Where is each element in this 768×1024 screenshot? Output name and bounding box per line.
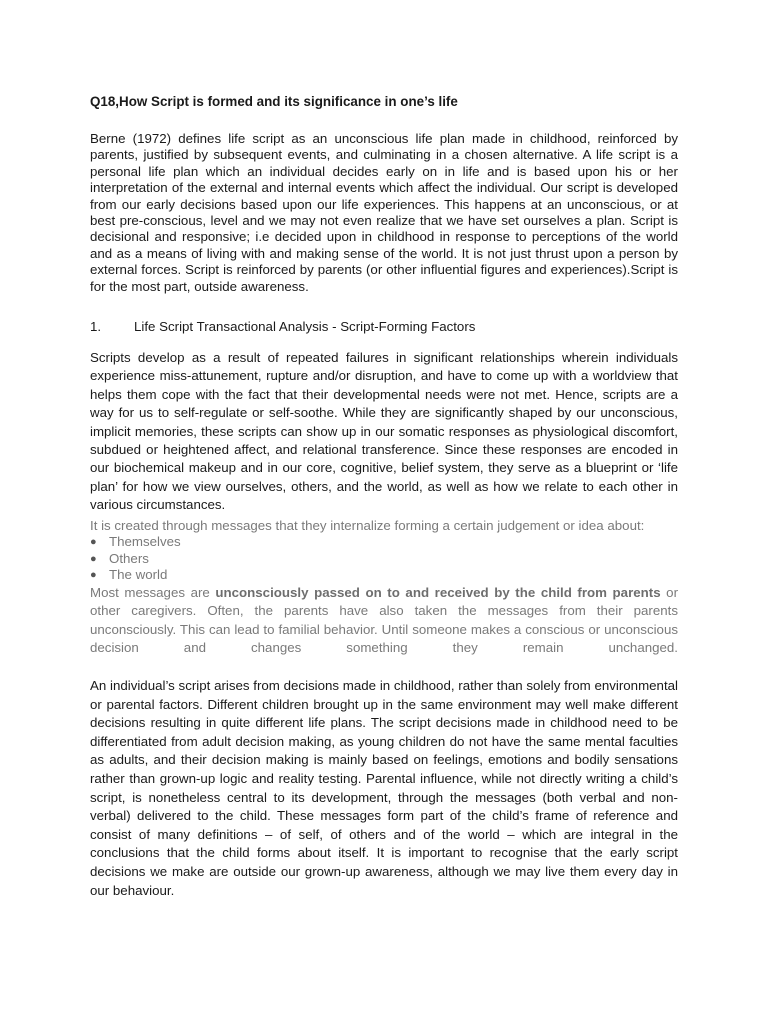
- section-title: Life Script Transactional Analysis - Script-Forming Factors: [134, 319, 476, 334]
- section-number: 1.: [90, 319, 102, 334]
- messages-list: [90, 534, 678, 584]
- list-item: ● Themselves: [90, 534, 181, 549]
- messages-intro: It is created through messages that they internalize forming a certain judgement or idea about:: [90, 518, 645, 533]
- document-heading: Q18,How Script is formed and its significance in one’s life: [90, 94, 458, 109]
- emphasized-text: unconsciously passed on to and received by the child from parents: [215, 584, 661, 600]
- bullet-icon: ●: [90, 536, 97, 548]
- paragraph-individual-script: An individual’s script arises from decisions made in childhood, rather than solely from environmental or parental factors. Different children brought up in the same environment may well make different decisions resulting in quite different life plans. The script decisions made in childhood need to be differentiated from adult decision making, as young children do not have the same mental faculties as adults, and their decision making is mainly based on feelings, emotions and bodily sensations rather than grown-up logic and reality testing. Parental influence, while not directly writing a child’s script, is nonetheless central to its development, through the messages (both verbal and non-verbal) delivered to the child. These messages form part of the child’s frame of reference and consist of many definitions – of self, of others and of the world – which are integral in the conclusions that the child forms about itself. It is important to recognise that the early script decisions we make are outside our grown-up awareness, although we may live them every day in our behaviour.: [90, 678, 678, 898]
- paragraph-script-development: Scripts develop as a result of repeated failures in significant relationships wherein individuals experience miss-attunement, rupture and/or disruption, and have to come up with a worldview that helps them cope with the fact that their developmental needs were not met. Hence, scripts are a way for us to self-regulate or self-soothe. While they are significantly shaped by our unconscious, implicit memories, these scripts can show up in our somatic responses as physiological discomfort, subdued or heightened affect, and relational transference. Since these responses are encoded in our biochemical makeup and in our core, cognitive, belief system, they serve as a blueprint or ‘life plan’ for how we view ourselves, others, and the world, as well as how we relate to each other in various circumstances.: [90, 350, 678, 513]
- bullet-icon: ●: [90, 552, 97, 565]
- messages-block: [90, 517, 678, 658]
- list-item: ● The world: [90, 567, 168, 582]
- list-item: ● Others: [90, 550, 149, 566]
- bullet-icon: ●: [90, 569, 97, 581]
- paragraph-messages: Most messages are unconsciously passed on to and received by the child from parents or other caregivers. Often, the parents have also taken the messages from their parents unconsciously. This can lead to familial behavior. Until someone makes a conscious or unconscious decision and changes something they remain unchanged.: [90, 584, 678, 655]
- paragraph-berne-definition: Berne (1972) defines life script as an unconscious life plan made in childhood, reinforced by parents, justified by subsequent events, and culminating in a chosen alternative. A life script is a personal life plan which an individual decides early on in life and is based upon his or her interpretation of the external and internal events which affect the individual. Our script is developed from our early decisions based upon our life experiences. This happens at an unconscious, or at best pre-conscious, level and we may not even realize that we have set ourselves a plan. Script is decisional and responsive; i.e decided upon in childhood in response to perceptions of the world and as a means of living with and making sense of the world. It is not just thrust upon a person by external forces. Script is reinforced by parents (or other influential figures and experiences).Script is for the most part, outside awareness.: [90, 131, 678, 294]
- section-heading: [90, 318, 690, 335]
